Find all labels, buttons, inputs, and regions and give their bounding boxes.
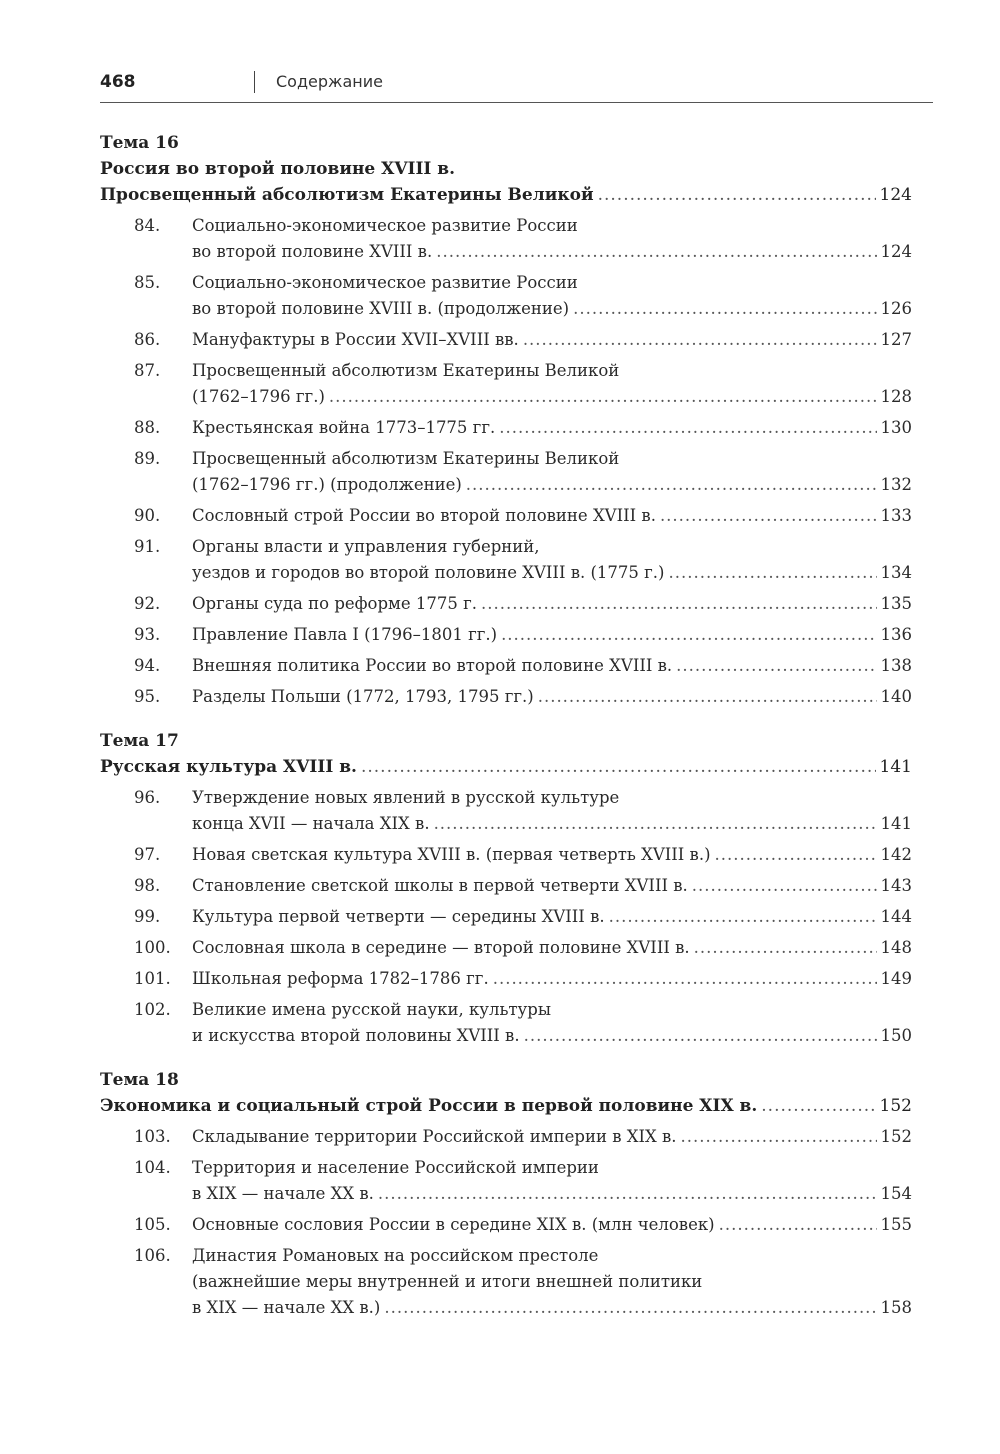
table-of-contents [100,130,912,1339]
dot-leader [329,384,877,410]
entry-text-line: (важнейшие меры внутренней и итоги внешней политики [192,1272,703,1291]
entry-page-number: 124 [880,242,912,261]
entry-text: Органы суда по реформе 1775 г. [192,594,478,613]
entry-title-line [192,811,912,837]
entry-title-line [192,472,912,498]
entry-title-line [192,239,912,265]
entry-text: и искусства второй половины XVIII в. [192,1026,520,1045]
topic-label: Тема 17 [100,731,179,751]
entry-page-number: 140 [880,687,912,706]
toc-entry[interactable] [100,842,912,868]
entry-text: Основные сословия России в середине XIX в. (млн человек) [192,1215,715,1234]
toc-entry[interactable] [100,213,912,265]
toc-entry[interactable] [100,785,912,837]
dot-leader [719,1212,877,1238]
entry-number: 98. [134,876,161,895]
entry-text: уездов и городов во второй половине XVIII в. (1775 г.) [192,563,665,582]
dot-leader [676,653,876,679]
entry-page-number: 126 [880,299,912,318]
entry-page-number: 152 [880,1127,912,1146]
entry-number: 100. [134,938,171,957]
entry-number: 90. [134,506,161,525]
dot-leader [361,754,876,780]
dot-leader [384,1295,876,1321]
dot-leader [694,935,877,961]
entry-number: 101. [134,969,171,988]
toc-entry[interactable] [100,446,912,498]
entry-number: 89. [134,449,161,468]
entry-page-number: 128 [880,387,912,406]
topic-title[interactable] [100,754,912,780]
dot-leader [523,327,877,353]
dot-leader [434,811,877,837]
entry-text: (1762–1796 гг.) (продолжение) [192,475,462,494]
entry-text: Внешняя политика России во второй половине XVIII в. [192,656,673,675]
dot-leader [499,415,876,441]
dot-leader [668,560,876,586]
dot-leader [524,1023,877,1049]
entry-number: 96. [134,788,161,807]
toc-entry[interactable] [100,270,912,322]
dot-leader [378,1181,877,1207]
entry-page-number: 141 [880,814,912,833]
dot-leader [598,182,876,208]
entry-text: во второй половине XVIII в. (продолжение) [192,299,570,318]
toc-entry[interactable] [100,653,912,679]
entry-number: 99. [134,907,161,926]
entry-text: Разделы Польши (1772, 1793, 1795 гг.) [192,687,534,706]
topic-title[interactable] [100,1093,912,1119]
dot-leader [681,1124,877,1150]
dot-leader [501,622,876,648]
entry-page-number: 138 [880,656,912,675]
toc-entry[interactable] [100,904,912,930]
entry-text: конца XVII — начала XIX в. [192,814,430,833]
entry-text: Новая светская культура XVIII в. (первая четверть XVIII в.) [192,845,711,864]
entry-page-number: 127 [880,330,912,349]
dot-leader [660,503,877,529]
topic-title[interactable] [100,182,912,208]
entry-number: 97. [134,845,161,864]
entry-number: 95. [134,687,161,706]
entry-page-number: 134 [880,563,912,582]
toc-entry[interactable] [100,415,912,441]
entry-page-number: 132 [880,475,912,494]
entry-text: Мануфактуры в России XVII–XVIII вв. [192,330,519,349]
entry-text-line: Социально-экономическое развитие России [192,216,578,235]
entry-text-line: Просвещенный абсолютизм Екатерины Великой [192,449,620,468]
toc-entry[interactable] [100,1243,912,1321]
entry-number: 103. [134,1127,171,1146]
entry-text: Правление Павла I (1796–1801 гг.) [192,625,498,644]
entry-title-line [192,966,912,992]
topic-label: Тема 16 [100,133,179,153]
dot-leader [538,684,877,710]
entry-text: Культура первой четверти — середины XVIII в. [192,907,605,926]
entry-page-number: 143 [880,876,912,895]
entry-title-line [192,622,912,648]
entry-title-line [192,327,912,353]
running-title: Содержание [276,72,383,91]
entry-title-line [192,935,912,961]
entry-title-line [192,842,912,868]
entry-page-number: 148 [880,938,912,957]
entry-number: 106. [134,1246,171,1265]
entry-number: 86. [134,330,161,349]
toc-entry[interactable] [100,684,912,710]
toc-entry[interactable] [100,327,912,353]
topic-section [100,1067,912,1321]
page-number: 468 [100,72,136,92]
entry-text: Крестьянская война 1773–1775 гг. [192,418,496,437]
entry-page-number: 144 [880,907,912,926]
entry-title-line [192,415,912,441]
entry-page-number: 133 [880,506,912,525]
toc-entry[interactable] [100,622,912,648]
dot-leader [466,472,877,498]
entry-text-line: Органы власти и управления губерний, [192,537,540,556]
dot-leader [715,842,877,868]
entry-text-line: Территория и население Российской империи [192,1158,599,1177]
header-separator [254,71,255,93]
entry-title-line [192,1295,912,1321]
entry-text-line: Династия Романовых на российском престоле [192,1246,599,1265]
entry-text: Сословный строй России во второй половине XVIII в. [192,506,656,525]
toc-entry[interactable] [100,1124,912,1150]
topic-page-number: 124 [879,185,912,205]
entry-page-number: 142 [880,845,912,864]
topic-section [100,728,912,1049]
entry-text-line: Просвещенный абсолютизм Екатерины Великой [192,361,620,380]
topic-section [100,130,912,710]
topic-page-number: 152 [879,1096,912,1116]
toc-entry[interactable] [100,1212,912,1238]
toc-entry[interactable] [100,591,912,617]
entry-text: (1762–1796 гг.) [192,387,325,406]
topic-title-text: Экономика и социальный строй России в первой половине XIX в. [100,1096,758,1116]
entry-number: 102. [134,1000,171,1019]
topic-title-text: Просвещенный абсолютизм Екатерины Великой [100,185,594,205]
entry-title-line [192,1212,912,1238]
entry-page-number: 150 [880,1026,912,1045]
entry-text: Сословная школа в середине — второй половине XVIII в. [192,938,690,957]
toc-entry[interactable] [100,873,912,899]
entry-text: Складывание территории Российской империи в XIX в. [192,1127,677,1146]
entry-page-number: 136 [880,625,912,644]
entry-text-line: Великие имена русской науки, культуры [192,1000,551,1019]
toc-entry[interactable] [100,935,912,961]
entry-title-line [192,591,912,617]
dot-leader [573,296,876,322]
entry-title-line [192,904,912,930]
entry-text-line: Утверждение новых явлений в русской культуре [192,788,620,807]
entry-number: 105. [134,1215,171,1234]
entry-title-line [192,1181,912,1207]
entry-number: 92. [134,594,161,613]
toc-entry[interactable] [100,1155,912,1207]
entry-number: 87. [134,361,161,380]
entry-number: 88. [134,418,161,437]
entry-title-line [192,873,912,899]
entry-title-line [192,684,912,710]
entry-title-line [192,1124,912,1150]
topic-label: Тема 18 [100,1070,179,1090]
toc-entry[interactable] [100,534,912,586]
toc-entry[interactable] [100,966,912,992]
entry-title-line [192,1023,912,1049]
topic-page-number: 141 [879,757,912,777]
entry-number: 85. [134,273,161,292]
entry-text-line: Социально-экономическое развитие России [192,273,578,292]
dot-leader [481,591,876,617]
dot-leader [692,873,877,899]
entry-number: 84. [134,216,161,235]
entry-page-number: 155 [880,1215,912,1234]
entry-page-number: 149 [880,969,912,988]
entry-number: 94. [134,656,161,675]
dot-leader [493,966,877,992]
entry-title-line [192,560,912,586]
entry-text: в XIX — начале XX в.) [192,1298,381,1317]
toc-entry[interactable] [100,997,912,1049]
entry-number: 93. [134,625,161,644]
toc-entry[interactable] [100,503,912,529]
entry-title-line [192,503,912,529]
entry-text: в XIX — начале XX в. [192,1184,374,1203]
running-header [100,70,933,103]
topic-title-text: Русская культура XVIII в. [100,757,357,777]
dot-leader [609,904,877,930]
entry-text: Становление светской школы в первой четверти XVIII в. [192,876,688,895]
entry-page-number: 154 [880,1184,912,1203]
topic-title-line: Россия во второй половине XVIII в. [100,159,456,179]
entry-title-line [192,296,912,322]
entry-number: 104. [134,1158,171,1177]
entry-number: 91. [134,537,161,556]
entry-text: Школьная реформа 1782–1786 гг. [192,969,489,988]
entry-title-line [192,384,912,410]
dot-leader [761,1093,875,1119]
entry-title-line [192,653,912,679]
entry-text: во второй половине XVIII в. [192,242,433,261]
entry-page-number: 158 [880,1298,912,1317]
dot-leader [436,239,876,265]
entry-page-number: 130 [880,418,912,437]
entry-page-number: 135 [880,594,912,613]
toc-entry[interactable] [100,358,912,410]
